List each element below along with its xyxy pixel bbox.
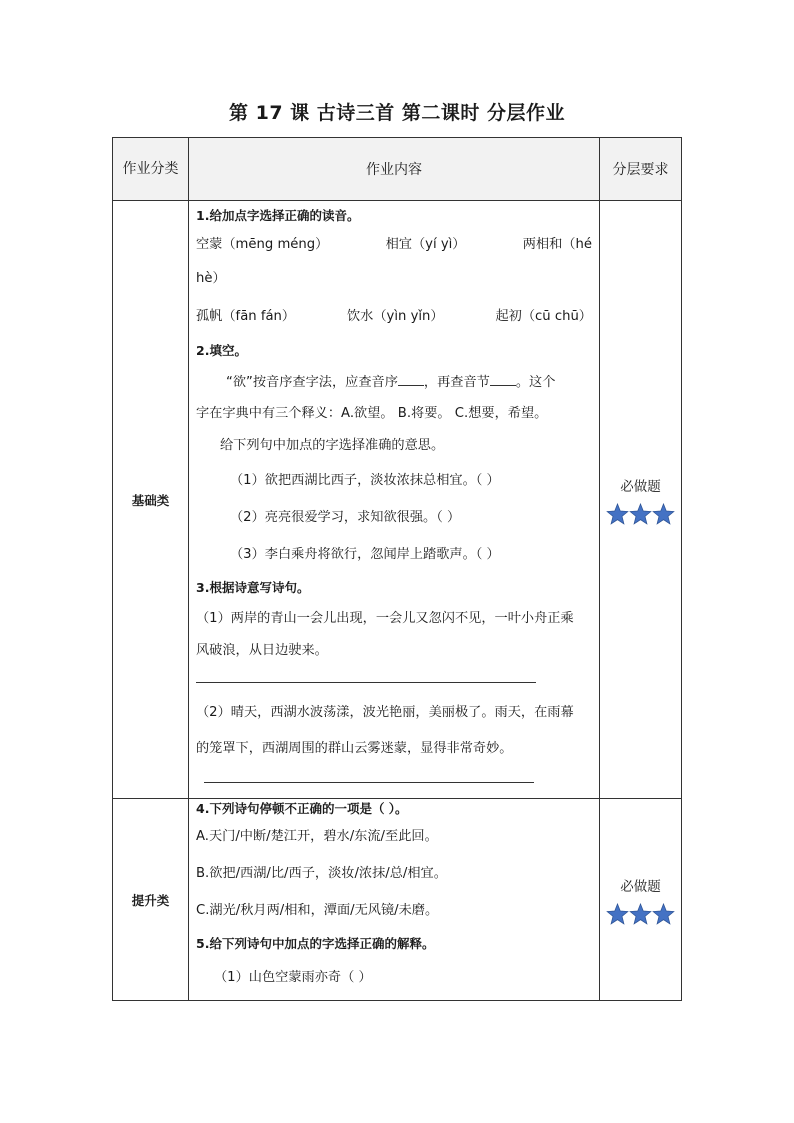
question-5-item-1: （1）山色空蒙雨亦奇（ ）	[214, 970, 372, 985]
requirement-basic	[600, 201, 682, 799]
fill-blank[interactable]	[490, 373, 516, 386]
question-2-para-2: 给下列句中加点的字选择准确的意思。	[220, 438, 445, 453]
option-xiangyi: 相宜（yí yì）	[385, 237, 466, 252]
question-4-title: 4.下列诗句停顿不正确的一项是（ ）。	[196, 801, 408, 816]
section-basic	[113, 201, 682, 799]
question-2-item-1: （1）欲把西湖比西子，淡妆浓抹总相宜。（ ）	[230, 473, 500, 488]
question-3-a-line-2: 风破浪，从日边驶来。	[196, 643, 328, 658]
question-1-line-1	[196, 231, 592, 259]
required-label: 必做题	[620, 478, 661, 495]
page-title: 第 17 课 古诗三首 第二课时 分层作业	[228, 102, 565, 124]
star-icon	[652, 903, 675, 925]
question-1-line-1-cont: hè）	[196, 271, 226, 286]
header-category: 作业分类	[113, 138, 189, 201]
star-icon	[629, 903, 652, 925]
question-1-title: 1.给加点字选择正确的读音。	[196, 208, 360, 223]
question-3-a-line-1: （1）两岸的青山一会儿出现，一会儿又忽闪不见，一叶小舟正乘	[196, 611, 574, 626]
question-2-item-3: （3）李白乘舟将欲行，忽闻岸上踏歌声。（ ）	[230, 547, 500, 562]
option-kongmeng: 空蒙（mēng méng）	[196, 237, 329, 252]
section-advanced	[113, 799, 682, 1001]
option-qichu: 起初（cū chū）	[495, 309, 592, 324]
option-yinshui: 饮水（yìn yǐn）	[346, 309, 444, 324]
question-3-title: 3.根据诗意写诗句。	[196, 580, 310, 595]
star-rating	[600, 903, 681, 925]
category-basic: 基础类	[113, 201, 189, 799]
question-2-item-2: （2）亮亮很爱学习，求知欲很强。（ ）	[230, 510, 461, 525]
star-icon	[629, 503, 652, 525]
star-icon	[606, 903, 629, 925]
star-rating	[600, 503, 681, 525]
question-3-b-line-2: 的笼罩下，西湖周围的群山云雾迷蒙，显得非常奇妙。	[196, 741, 513, 756]
content-basic	[189, 201, 600, 799]
category-advanced: 提升类	[113, 799, 189, 1001]
required-label: 必做题	[620, 878, 661, 895]
question-5-title: 5.给下列诗句中加点的字选择正确的解释。	[196, 936, 435, 951]
question-4-option-b: B.欲把/西湖/比/西子，淡妆/浓抹/总/相宜。	[196, 866, 447, 881]
homework-table	[112, 137, 682, 1001]
question-2-para-1-cont: 字在字典中有三个释义：A.欲望。 B.将要。 C.想要，希望。	[196, 406, 548, 421]
requirement-advanced	[600, 799, 682, 1001]
header-content: 作业内容	[189, 138, 600, 201]
question-2-title: 2.填空。	[196, 343, 247, 358]
option-gufan: 孤帆（fān fán）	[196, 309, 296, 324]
question-1-line-2	[196, 299, 592, 335]
header-requirement: 分层要求	[600, 138, 682, 201]
header-row	[113, 138, 682, 201]
question-3-b-line-1: （2）晴天，西湖水波荡漾，波光艳丽，美丽极了。雨天，在雨幕	[196, 705, 574, 720]
content-advanced	[189, 799, 600, 1001]
question-4-option-a: A.天门/中断/楚江开，碧水/东流/至此回。	[196, 829, 438, 844]
fill-blank[interactable]	[398, 373, 424, 386]
star-icon	[652, 503, 675, 525]
question-2-para-1: “欲”按音序查字法，应查音序 ，再查音节 。这个	[226, 375, 556, 390]
question-4-option-c: C.湖光/秋月两/相和，潭面/无风镜/未磨。	[196, 903, 439, 918]
answer-line[interactable]	[204, 781, 534, 783]
answer-line[interactable]	[196, 681, 536, 683]
star-icon	[606, 503, 629, 525]
option-lianghe: 两相和（hé	[522, 237, 592, 252]
